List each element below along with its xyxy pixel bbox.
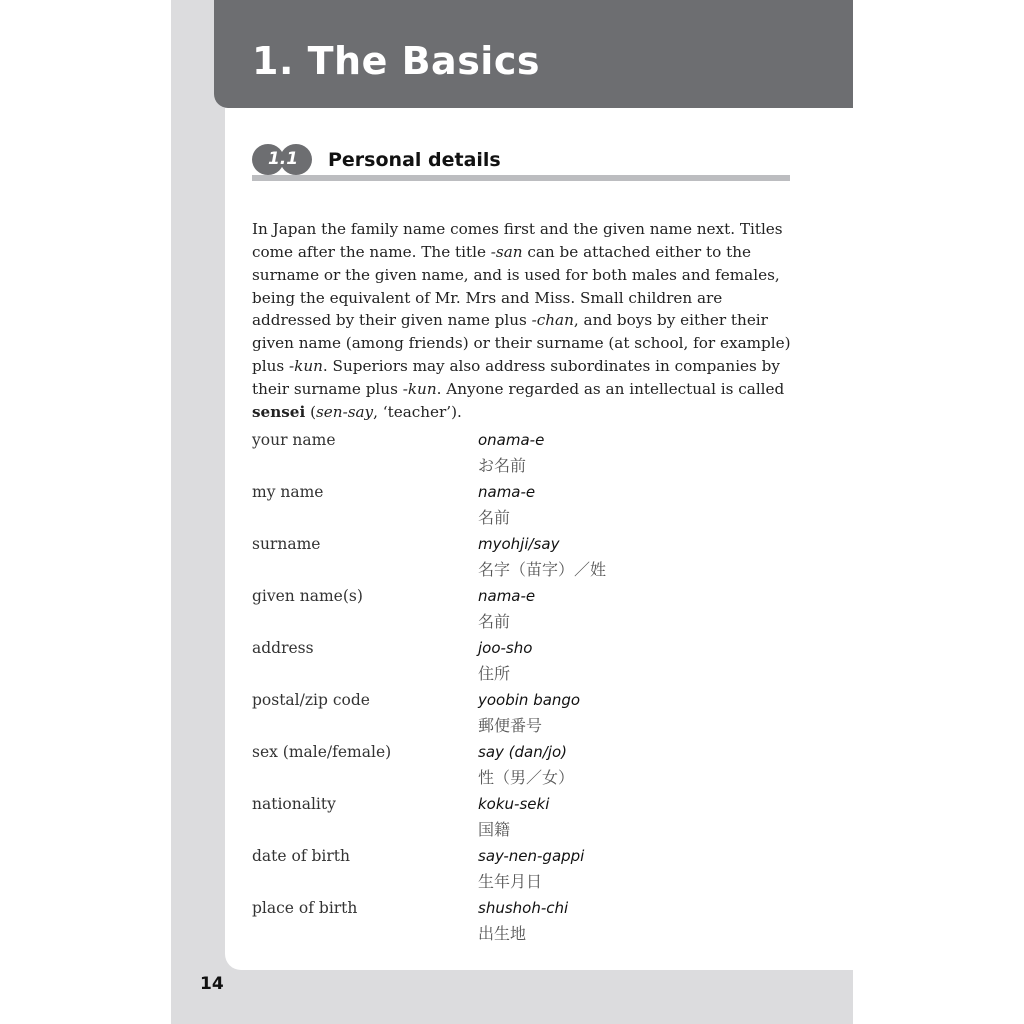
intro-text: , ‘teacher’). bbox=[373, 402, 462, 421]
japanese-term: 国籍 bbox=[478, 820, 511, 839]
english-term: your name bbox=[252, 431, 336, 449]
section-underline bbox=[252, 175, 790, 181]
romaji-term: nama-e bbox=[478, 587, 536, 605]
intro-text: . Superiors may also address subordinates in companies by their surname plus bbox=[252, 356, 780, 398]
intro-text: can be attached either to the surname or the given name, and is used for both males and females, being the equivalent of Mr. Mrs and Miss. Small children are addressed by their given name plus bbox=[252, 242, 780, 330]
chapter-header bbox=[214, 0, 853, 108]
vocab-row bbox=[252, 431, 812, 483]
japanese-term: 名字（苗字）／姓 bbox=[478, 560, 607, 579]
romaji-term: yoobin bango bbox=[478, 691, 581, 709]
english-term: surname bbox=[252, 535, 321, 553]
vocab-row bbox=[252, 847, 812, 899]
romaji-term: koku-seki bbox=[478, 795, 550, 813]
romaji-term: nama-e bbox=[478, 483, 536, 501]
intro-italic-term: -kun bbox=[402, 379, 437, 398]
intro-text: , and boys by either their given name (among friends) or their surname (at school, for example) plus bbox=[252, 311, 791, 375]
vocab-row bbox=[252, 587, 812, 639]
vocab-row bbox=[252, 691, 812, 743]
intro-text: In Japan the family name comes first and the given name next. Titles come after the name. The title bbox=[252, 220, 783, 261]
english-term: date of birth bbox=[252, 847, 350, 865]
intro-paragraph bbox=[252, 218, 797, 423]
japanese-term: お名前 bbox=[478, 456, 527, 475]
vocab-row bbox=[252, 483, 812, 535]
english-term: postal/zip code bbox=[252, 691, 370, 709]
romaji-term: myohji/say bbox=[478, 535, 560, 553]
intro-italic-term: -san bbox=[490, 242, 523, 261]
japanese-term: 性（男／女） bbox=[478, 768, 575, 787]
vocab-row bbox=[252, 899, 812, 951]
chapter-title: 1. The Basics bbox=[252, 39, 540, 83]
japanese-term: 生年月日 bbox=[478, 872, 543, 891]
romaji-term: shushoh-chi bbox=[478, 899, 569, 917]
romaji-term: say (dan/jo) bbox=[478, 743, 567, 761]
page-content bbox=[225, 108, 853, 970]
japanese-term: 郵便番号 bbox=[478, 716, 543, 735]
english-term: place of birth bbox=[252, 899, 358, 917]
japanese-term: 住所 bbox=[478, 664, 511, 683]
english-term: address bbox=[252, 639, 314, 657]
vocab-row bbox=[252, 743, 812, 795]
japanese-term: 名前 bbox=[478, 508, 511, 527]
vocabulary-list bbox=[252, 431, 812, 951]
japanese-term: 出生地 bbox=[478, 924, 527, 943]
romaji-term: say-nen-gappi bbox=[478, 847, 585, 865]
section-title: Personal details bbox=[328, 149, 501, 171]
section-heading bbox=[252, 144, 790, 182]
intro-text: ( bbox=[305, 402, 317, 421]
english-term: sex (male/female) bbox=[252, 743, 392, 761]
romaji-term: onama-e bbox=[478, 431, 545, 449]
section-number-badge bbox=[252, 144, 314, 175]
english-term: given name(s) bbox=[252, 587, 363, 605]
vocab-row bbox=[252, 535, 812, 587]
romaji-term: joo-sho bbox=[478, 639, 533, 657]
intro-text: . Anyone regarded as an intellectual is called bbox=[436, 379, 785, 398]
english-term: nationality bbox=[252, 795, 336, 813]
intro-italic-term: sen-say bbox=[316, 402, 374, 421]
vocab-row bbox=[252, 795, 812, 847]
page-number: 14 bbox=[200, 974, 224, 994]
section-number: 1.1 bbox=[267, 149, 299, 169]
vocab-row bbox=[252, 639, 812, 691]
english-term: my name bbox=[252, 483, 324, 501]
intro-italic-term: -chan bbox=[531, 311, 574, 330]
intro-bold-term: sensei bbox=[252, 402, 306, 421]
japanese-term: 名前 bbox=[478, 612, 511, 631]
intro-italic-term: -kun bbox=[288, 356, 323, 375]
